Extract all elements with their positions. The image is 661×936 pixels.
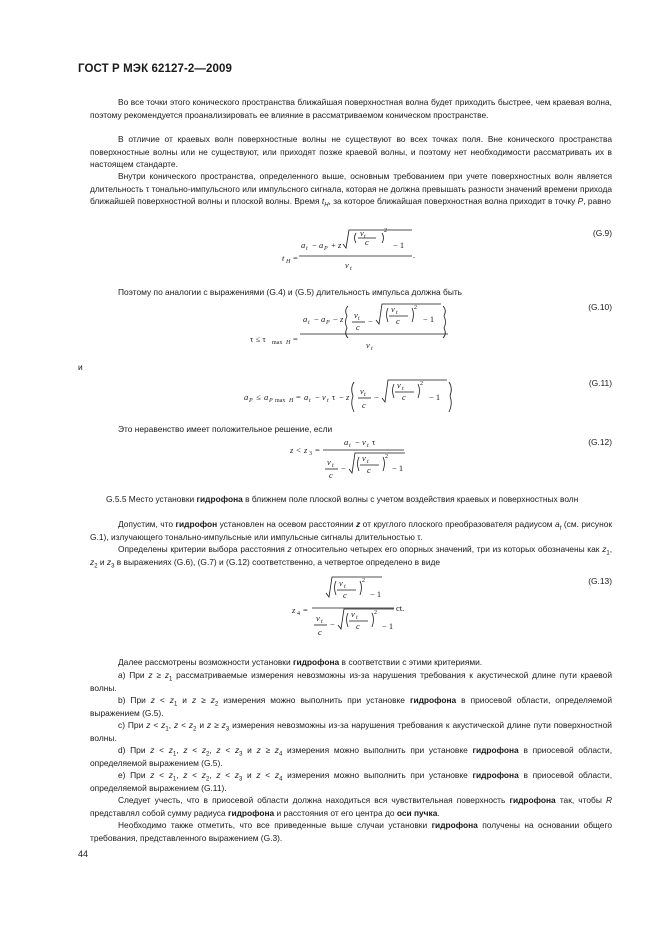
section-g55-heading [90,493,612,506]
svg-text:c: c [318,627,322,637]
paragraph-10: Следует учесть, что в приосевой области должна находиться вся чувствительная поверхность гидрофона так, чтобы R представлял собой сумму радиуса гидрофона и расстояния от его центра до оси пучка. [90,795,613,818]
svg-text:=: = [303,605,308,615]
paragraph-10-text-a: Следует учесть, что в приосевой области должна находиться вся чувствительная поверхность [118,795,506,805]
svg-text:t: t [402,386,404,392]
paragraph-11-hydro: гидрофона [431,820,478,830]
paragraph-6: Это неравенство имеет положительное решение, если [118,424,333,434]
paragraph-3: Внутри конического пространства, определенного выше, основным требованием при учете поверхностных волн является длительность τ тонально-импульсного или импульсного сигнала, которая не должна превышать разности значений времени прихода ближайшей поверхностной волны и плоской волны. Время $t_H$, за которое ближайшая поверхностная волна приходит в точку P, равно [90,171,612,209]
paragraph-10-hydro-2: гидрофона [227,807,275,818]
svg-text:v: v [391,304,395,314]
paragraph-10-hydro-1: гидрофона [509,795,556,805]
paragraph-3-text-b: , за которое ближайшая поверхностная волна приходит в точку [328,196,576,207]
svg-text:v: v [345,260,349,270]
svg-text:t: t [350,266,352,272]
paragraph-8-text-b: относительно четырех его опорных значений, три из которых обозначены как [294,544,600,554]
svg-text:z: z [292,605,296,615]
list-item-d-tail: в приосевой области, определяемой выражением (G.5). [90,745,613,768]
svg-text:2: 2 [414,305,417,311]
list-item-a: а) При $z \ge z_1$ рассматриваемые измерения невозможны из-за нарушения требования к акустической длине пути краевой волны. [90,670,613,693]
svg-text:τ ≤ τ: τ ≤ τ [250,334,266,344]
list-item-c-prefix: c) При [118,720,144,730]
equation-g11 [242,378,458,418]
svg-text:−: − [368,316,373,326]
svg-text:<: < [296,445,301,455]
list-item-a-text: рассматриваемые измерения невозможны из-за нарушения требования к акустической длине пути краевой волны. [90,670,613,693]
svg-text:t: t [327,398,329,404]
paragraph-7-text-a: Допустим, что [118,519,174,529]
list-item-d-text: измерения можно выполнить при установке [287,745,468,755]
svg-text:v: v [327,457,331,467]
svg-text:c: c [367,465,371,475]
svg-text:z: z [290,445,294,455]
paragraph-9 [90,656,612,669]
list-item-b: b) При $z < z_1$ и $z \ge z_2$ измерения можно выполнить при установке гидрофона в приосевой области, определяемой выражением (G.5). [90,695,613,718]
paragraph-4: Поэтому по аналогии с выражениями (G.4) и (G.5) длительность импульса должна быть [118,287,463,297]
list-item-d-hydro: гидрофона [472,745,519,755]
svg-text:v: v [397,380,401,390]
list-item-d-prefix: d) При [118,745,146,755]
svg-text:v: v [351,609,355,619]
equation-g9-label: (G.9) [592,228,612,238]
paragraph-9-text-a: Далее рассмотрены возможности установки [118,657,291,667]
svg-text:z: z [304,445,308,455]
svg-text:v: v [354,310,358,320]
svg-text:t: t [367,459,369,465]
paragraph-10-text-d: и расстояния от его центра до [276,807,395,818]
list-item-e-text: измерения можно выполнить при установке [287,770,468,780]
svg-text:v: v [322,392,326,402]
list-item-e-prefix: е) При [118,770,146,780]
svg-text:max: max [275,398,286,404]
list-item-b-tail: в приосевой области, определяемой выражением (G.5). [90,695,613,718]
svg-text:z: z [340,314,344,324]
paragraph-7-text-b: установлен на осевом расстоянии [219,519,354,529]
svg-text:t: t [367,443,369,449]
list-item-b-text: измерения можно выполнить при установке [223,695,405,705]
svg-text:a: a [244,392,249,402]
svg-text:v: v [339,578,343,588]
svg-text:−: − [355,437,360,447]
svg-text:a: a [304,392,309,402]
list-item-a-prefix: а) При [118,670,145,680]
paragraph-7: Допустим, что гидрофон установлен на осевом расстоянии z от круглого плоского преобразователя радиусом $a_t$ (см. рисунок G.1), излучающего тонально-импульсные или импульсные сигналы длительностью τ. [90,519,613,542]
svg-text:max: max [272,340,283,346]
paragraph-3-text-a: Внутри конического пространства, определенного выше, основным требованием при учете поверхностных волн является длительность τ тонально-импульсного или импульсного сигнала, которая не должна превышать разности значений времени прихода ближайшей поверхностной волны и плоской волны. Время [90,171,612,207]
svg-text:ct.: ct. [396,603,405,613]
svg-text:a: a [321,314,326,324]
paragraph-7-text-d: (см. рисунок G.1), излучающего тонально-импульсные или импульсные сигналы длительностью τ. [90,519,613,542]
svg-text:=: = [315,445,320,455]
svg-text:−: − [341,463,346,473]
paragraph-7-hydro: гидрофон [175,519,218,529]
paragraph-7-text-c: от круглого плоского преобразователя радиусом [362,519,553,529]
paragraph-11-text-b: получены на основании общего требования, представленного выражением (G.3). [90,820,612,843]
list-item-e-tail: в приосевой области, определяемой выражением (G.11). [90,770,613,793]
equation-g13-label: (G.13) [588,576,612,586]
svg-text:t: t [396,310,398,316]
svg-text:H: H [286,259,291,265]
svg-text:c: c [402,392,406,402]
svg-text:v: v [360,386,364,396]
equation-g10 [248,302,458,358]
paragraph-10-beam-axis: оси пучка [396,807,438,818]
section-g55-number: G.5.5 Место установки [106,494,195,504]
paragraph-9-text-b: в соответствии с этими критериями. [341,657,483,667]
svg-text:4: 4 [297,611,300,617]
svg-text:.: . [413,250,416,260]
svg-text:a: a [344,437,349,447]
svg-text:v: v [362,437,366,447]
svg-text:=: = [293,253,298,263]
svg-text:−: − [330,619,335,629]
list-item-b-prefix: b) При [118,695,146,705]
svg-text:H: H [286,340,291,346]
equation-g12 [288,437,408,489]
svg-text:3: 3 [309,451,312,457]
paragraph-10-text-b: так, чтобы [559,795,602,805]
svg-text:P: P [249,398,253,404]
svg-text:− 1: − 1 [392,463,404,473]
paragraph-11-text-a: Необходимо также отметить, что все приведенные выше случаи установки [118,820,428,830]
paragraph-2: В отличие от краевых волн поверхностные волны не существуют во всех точках поля. Вне конического пространства поверхностные волны или не существуют, или приходят позже краевой волны, и поэтому нет необходимости рассматривать их в настоящем стандарте. [90,134,612,170]
svg-text:t: t [371,346,373,352]
svg-text:=: = [293,334,298,344]
list-item-e-hydro: гидрофона [472,770,519,780]
svg-text:H: H [289,398,294,404]
svg-text:c: c [362,400,366,410]
svg-text:t: t [364,392,366,398]
svg-text:v: v [360,228,364,238]
svg-text:2: 2 [384,228,387,234]
svg-text:t: t [356,615,358,621]
svg-text:− 1: − 1 [429,392,441,402]
svg-text:t: t [306,246,308,252]
svg-text:t: t [349,443,351,449]
section-g55-hydro: гидрофона [196,494,243,504]
list-item-c: c) При $z < z_1$, $z < z_2$ и $z \ge z_3$ измерения невозможны из-за нарушения требования к акустической длине пути поверхностной волны. [90,720,612,743]
paragraph-5: и [78,362,83,372]
svg-text:2: 2 [385,454,388,460]
paragraph-9-hydro: гидрофона [292,657,340,667]
svg-text:−: − [315,392,320,402]
svg-text:−: − [374,392,379,402]
svg-text:2: 2 [362,578,365,584]
svg-text:t: t [332,463,334,469]
svg-text:2: 2 [374,610,377,616]
svg-text:−: − [314,314,319,324]
equation-g13 [290,573,410,641]
svg-text:2: 2 [420,381,423,387]
paragraph-8-text-a: Определены критерии выбора расстояния [118,544,285,554]
svg-text:c: c [365,237,369,247]
equation-g9 [280,228,420,276]
svg-text:P: P [269,398,273,404]
svg-text:−: − [333,314,338,324]
paragraph-10-text-c: представлял собой сумму радиуса [90,807,226,818]
svg-text:τ: τ [332,392,336,402]
svg-text:−: − [312,240,317,250]
svg-text:a: a [303,314,308,324]
svg-text:− 1: − 1 [423,314,435,324]
svg-text:− 1: − 1 [382,621,394,631]
svg-text:a: a [301,240,306,250]
svg-text:P: P [326,320,330,326]
equation-g12-label: (G.12) [588,437,612,447]
paragraph-8-text-c: и [99,556,105,567]
svg-text:P: P [324,246,328,252]
list-item-d: d) При $z < z_1$, $z < z_2$, $z < z_3$ и $z \ge z_4$ измерения можно выполнить при установке гидрофона в приосевой области, определяемой выражением (G.5). [90,745,613,768]
paragraph-3-text-c: , равно [583,196,611,207]
svg-text:τ: τ [372,437,376,447]
svg-text:a: a [264,392,269,402]
svg-text:t: t [344,584,346,590]
svg-text:z: z [346,392,350,402]
page-number: 44 [78,849,89,859]
equation-g10-label: (G.10) [588,302,612,312]
svg-text:a: a [319,240,324,250]
svg-text:v: v [316,613,320,623]
paragraph-8-text-d: в выражениях (G.6), (G.7) и (G.12) соответственно, а четвертое определено в виде [116,556,441,567]
svg-text:c: c [343,590,347,600]
paragraph-11 [90,819,612,844]
svg-text:≤: ≤ [256,392,261,402]
svg-text:− 1: − 1 [370,589,382,599]
svg-text:−: − [339,392,344,402]
page-header: ГОСТ Р МЭК 62127-2—2009 [78,63,232,75]
svg-text:c: c [356,322,360,332]
paragraph-1: Во все точки этого конического пространства ближайшая поверхностная волна будет приходить быстрее, чем краевая волна, поэтому рекомендуется проанализировать ее влияние в рассматриваемом коническом пространстве. [90,97,612,120]
list-item-c-text: измерения невозможны из-за нарушения требования к акустической длине пути поверхностной волны. [90,720,612,743]
svg-text:=: = [296,392,301,402]
svg-text:t: t [358,316,360,322]
section-g55-rest: в ближнем поле плоской волны с учетом воздействия краевых и поверхностных волн [245,494,579,504]
equation-g11-label: (G.11) [588,378,612,388]
svg-text:c: c [329,470,333,480]
list-item-b-hydro: гидрофона [409,695,457,705]
svg-text:t: t [308,320,310,326]
svg-text:c: c [396,316,400,326]
svg-text:− 1: − 1 [393,240,405,250]
svg-text:v: v [362,453,366,463]
list-item-e: е) При $z < z_1$, $z < z_2$, $z < z_3$ и $z < z_4$ измерения можно выполнить при установке гидрофона в приосевой области, определяемой выражением (G.11). [90,770,613,793]
svg-text:t: t [364,234,366,240]
svg-text:c: c [356,621,360,631]
svg-text:t: t [321,619,323,625]
svg-text:v: v [366,340,370,350]
svg-text:t: t [282,253,285,263]
svg-text:+: + [331,240,336,250]
paragraph-8: Определены критерии выбора расстояния z относительно четырех его опорных значений, три из которых обозначены как $z_1$, $z_2$ и $z_3$ в выражениях (G.6), (G.7) и (G.12) соответственно, а четвертое определено в виде [90,544,613,570]
svg-text:z: z [338,240,342,250]
svg-text:t: t [309,398,311,404]
